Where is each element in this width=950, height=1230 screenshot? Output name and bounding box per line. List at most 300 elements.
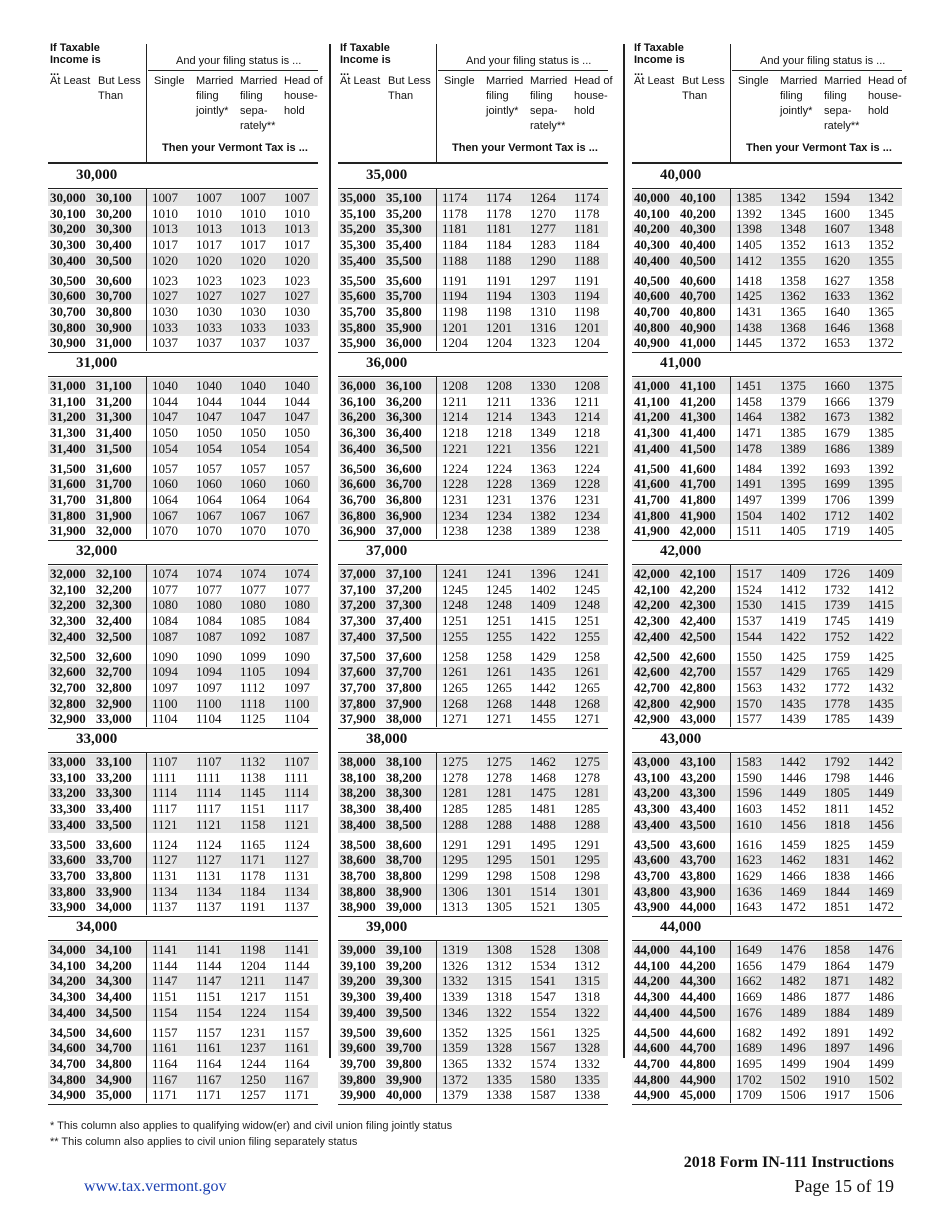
single-tax-cell: 1010 xyxy=(152,205,178,221)
married-separately-tax-cell: 1064 xyxy=(240,491,266,507)
at-least-cell: 38,900 xyxy=(340,899,376,915)
column-divider xyxy=(730,752,731,915)
head-of-household-tax-cell: 1167 xyxy=(284,1071,310,1087)
single-tax-cell: 1577 xyxy=(736,711,762,727)
but-less-than-cell: 32,700 xyxy=(96,664,132,680)
head-of-household-tax-cell: 1258 xyxy=(574,648,600,664)
married-jointly-tax-cell: 1208 xyxy=(486,378,512,393)
table-row xyxy=(48,1040,318,1056)
at-least-cell: 34,600 xyxy=(50,1040,86,1056)
at-least-cell: 35,200 xyxy=(340,221,376,237)
head-of-household-tax-cell: 1188 xyxy=(574,252,600,268)
table-row xyxy=(48,508,318,524)
but-less-than-cell: 37,800 xyxy=(386,679,422,695)
married-jointly-tax-cell: 1094 xyxy=(196,664,222,680)
but-less-than-cell: 41,500 xyxy=(680,440,716,456)
at-least-cell: 43,100 xyxy=(634,769,670,785)
table-row xyxy=(632,461,902,477)
married-separately-tax-cell: 1402 xyxy=(530,581,556,597)
table-row xyxy=(338,613,608,629)
table-row xyxy=(48,190,318,206)
head-of-household-tax-cell: 1295 xyxy=(574,852,600,868)
but-less-than-cell: 30,400 xyxy=(96,237,132,253)
head-of-household-tax-cell: 1345 xyxy=(868,205,894,221)
married-jointly-tax-cell: 1164 xyxy=(196,1055,222,1071)
but-less-than-cell: 40,800 xyxy=(680,303,716,319)
single-tax-cell: 1198 xyxy=(442,303,468,319)
head-of-household-tax-cell: 1241 xyxy=(574,566,600,581)
table-row xyxy=(632,206,902,222)
table-row xyxy=(338,711,608,727)
head-of-household-tax-cell: 1379 xyxy=(868,393,894,409)
married-separately-tax-cell: 1356 xyxy=(530,440,556,456)
table-row xyxy=(338,785,608,801)
single-tax-cell: 1445 xyxy=(736,335,762,351)
married-jointly-tax-cell: 1422 xyxy=(780,628,806,644)
but-less-than-cell: 44,400 xyxy=(680,989,716,1005)
but-less-than-cell: 36,900 xyxy=(386,507,422,523)
married-separately-tax-cell: 1838 xyxy=(824,867,850,883)
but-less-than-cell: 44,700 xyxy=(680,1040,716,1056)
married-jointly-tax-cell: 1268 xyxy=(486,695,512,711)
married-jointly-tax-cell: 1355 xyxy=(780,252,806,268)
married-jointly-tax-cell: 1218 xyxy=(486,425,512,441)
single-tax-cell: 1023 xyxy=(152,272,178,288)
single-tax-cell: 1154 xyxy=(152,1004,178,1020)
head-of-household-header: Head of house-hold xyxy=(868,75,907,117)
head-of-household-tax-cell: 1291 xyxy=(574,836,600,852)
column-divider xyxy=(730,564,731,727)
but-less-than-cell: 43,000 xyxy=(680,711,716,727)
table-row xyxy=(338,696,608,712)
at-least-cell: 38,700 xyxy=(340,867,376,883)
table-row xyxy=(48,237,318,253)
at-least-cell: 34,200 xyxy=(50,973,86,989)
married-separately-tax-cell: 1125 xyxy=(240,711,266,727)
single-tax-cell: 1669 xyxy=(736,989,762,1005)
head-of-household-tax-cell: 1338 xyxy=(574,1087,600,1103)
table-row xyxy=(632,582,902,598)
at-least-cell: 43,300 xyxy=(634,801,670,817)
at-least-cell: 38,000 xyxy=(340,754,376,769)
but-less-than-cell: 38,300 xyxy=(386,785,422,801)
married-separately-tax-cell: 1891 xyxy=(824,1024,850,1040)
married-jointly-tax-cell: 1368 xyxy=(780,319,806,335)
but-less-than-cell: 35,100 xyxy=(386,190,422,205)
married-separately-tax-cell: 1495 xyxy=(530,836,556,852)
table-row xyxy=(632,899,902,915)
group-title: 30,000 xyxy=(76,167,118,183)
at-least-cell: 39,500 xyxy=(340,1024,376,1040)
married-jointly-tax-cell: 1023 xyxy=(196,272,222,288)
at-least-cell: 42,200 xyxy=(634,597,670,613)
but-less-than-cell: 43,800 xyxy=(680,867,716,883)
married-jointly-tax-cell: 1211 xyxy=(486,393,512,409)
but-less-than-cell: 42,600 xyxy=(680,648,716,664)
married-separately-tax-cell: 1547 xyxy=(530,989,556,1005)
single-tax-cell: 1178 xyxy=(442,205,468,221)
single-tax-cell: 1616 xyxy=(736,836,762,852)
at-least-cell: 41,800 xyxy=(634,507,670,523)
married-jointly-tax-cell: 1121 xyxy=(196,816,222,832)
head-of-household-tax-cell: 1271 xyxy=(574,711,600,727)
married-jointly-tax-cell: 1312 xyxy=(486,957,512,973)
table-row xyxy=(48,597,318,613)
but-less-than-cell: 43,900 xyxy=(680,883,716,899)
table-row xyxy=(632,288,902,304)
head-of-household-tax-cell: 1506 xyxy=(868,1087,894,1103)
married-jointly-tax-cell: 1104 xyxy=(196,711,222,727)
head-of-household-tax-cell: 1114 xyxy=(284,785,310,801)
married-separately-tax-cell: 1057 xyxy=(240,460,266,476)
single-tax-cell: 1074 xyxy=(152,566,178,581)
but-less-than-cell: 32,200 xyxy=(96,581,132,597)
head-of-household-tax-cell: 1372 xyxy=(868,335,894,351)
table-row xyxy=(632,441,902,457)
married-separately-tax-cell: 1785 xyxy=(824,711,850,727)
married-separately-tax-cell: 1831 xyxy=(824,852,850,868)
married-separately-tax-cell: 1198 xyxy=(240,942,266,957)
at-least-cell: 42,000 xyxy=(634,566,670,581)
head-of-household-tax-cell: 1184 xyxy=(574,237,600,253)
single-tax-cell: 1689 xyxy=(736,1040,762,1056)
single-tax-cell: 1295 xyxy=(442,852,468,868)
married-jointly-tax-cell: 1010 xyxy=(196,205,222,221)
married-jointly-tax-cell: 1375 xyxy=(780,378,806,393)
married-separately-tax-cell: 1099 xyxy=(240,648,266,664)
married-separately-tax-cell: 1825 xyxy=(824,836,850,852)
but-less-than-cell: 40,700 xyxy=(680,288,716,304)
but-less-than-cell: 30,100 xyxy=(96,190,132,205)
head-of-household-tax-cell: 1409 xyxy=(868,566,894,581)
but-less-than-cell: 43,400 xyxy=(680,801,716,817)
but-less-than-cell: 43,200 xyxy=(680,769,716,785)
married-jointly-header: Married filing jointly* xyxy=(486,75,524,117)
head-of-household-tax-cell: 1198 xyxy=(574,303,600,319)
married-separately-tax-cell: 1574 xyxy=(530,1055,556,1071)
single-tax-cell: 1484 xyxy=(736,460,762,476)
married-separately-tax-cell: 1363 xyxy=(530,460,556,476)
married-separately-tax-cell: 1409 xyxy=(530,597,556,613)
head-of-household-tax-cell: 1432 xyxy=(868,679,894,695)
but-less-than-cell: 41,900 xyxy=(680,507,716,523)
married-separately-tax-cell: 1027 xyxy=(240,288,266,304)
table-row xyxy=(632,304,902,320)
head-of-household-tax-cell: 1422 xyxy=(868,628,894,644)
at-least-cell: 40,100 xyxy=(634,205,670,221)
married-separately-tax-cell: 1765 xyxy=(824,664,850,680)
head-of-household-tax-cell: 1020 xyxy=(284,252,310,268)
single-tax-cell: 1228 xyxy=(442,476,468,492)
head-of-household-tax-cell: 1281 xyxy=(574,785,600,801)
married-jointly-tax-cell: 1291 xyxy=(486,836,512,852)
but-less-than-cell: 34,000 xyxy=(96,899,132,915)
table-row xyxy=(338,304,608,320)
single-tax-cell: 1248 xyxy=(442,597,468,613)
but-less-than-cell: 40,000 xyxy=(386,1087,422,1103)
filing-status-header: And your filing status is ... xyxy=(466,55,592,67)
at-least-cell: 41,700 xyxy=(634,491,670,507)
but-less-than-cell: 34,600 xyxy=(96,1024,132,1040)
table-row xyxy=(632,566,902,582)
at-least-cell: 36,200 xyxy=(340,409,376,425)
single-tax-cell: 1181 xyxy=(442,221,468,237)
at-least-cell: 42,900 xyxy=(634,711,670,727)
but-less-than-cell: 38,900 xyxy=(386,883,422,899)
married-jointly-tax-cell: 1432 xyxy=(780,679,806,695)
table-row xyxy=(632,597,902,613)
married-jointly-tax-cell: 1087 xyxy=(196,628,222,644)
at-least-cell: 44,500 xyxy=(634,1024,670,1040)
married-jointly-tax-cell: 1141 xyxy=(196,942,222,957)
single-tax-cell: 1583 xyxy=(736,754,762,769)
married-jointly-tax-cell: 1358 xyxy=(780,272,806,288)
but-less-than-cell: 41,600 xyxy=(680,460,716,476)
at-least-cell: 42,600 xyxy=(634,664,670,680)
at-least-cell: 40,300 xyxy=(634,237,670,253)
head-of-household-tax-cell: 1104 xyxy=(284,711,310,727)
but-less-than-cell: 34,800 xyxy=(96,1055,132,1071)
head-of-household-tax-cell: 1201 xyxy=(574,319,600,335)
at-least-cell: 36,800 xyxy=(340,507,376,523)
married-separately-tax-cell: 1732 xyxy=(824,581,850,597)
married-jointly-tax-cell: 1506 xyxy=(780,1087,806,1103)
but-less-than-cell: 40,300 xyxy=(680,221,716,237)
head-of-household-tax-cell: 1312 xyxy=(574,957,600,973)
married-separately-tax-cell: 1151 xyxy=(240,801,266,817)
single-tax-cell: 1067 xyxy=(152,507,178,523)
table-row xyxy=(48,754,318,770)
single-tax-cell: 1275 xyxy=(442,754,468,769)
married-jointly-tax-cell: 1399 xyxy=(780,491,806,507)
group-top-rule xyxy=(338,752,608,753)
married-separately-tax-cell: 1851 xyxy=(824,899,850,915)
head-of-household-tax-cell: 1335 xyxy=(574,1071,600,1087)
single-tax-cell: 1077 xyxy=(152,581,178,597)
single-tax-cell: 1379 xyxy=(442,1087,468,1103)
married-separately-tax-cell: 1369 xyxy=(530,476,556,492)
head-of-household-tax-cell: 1502 xyxy=(868,1071,894,1087)
head-of-household-tax-cell: 1060 xyxy=(284,476,310,492)
married-separately-tax-cell: 1772 xyxy=(824,679,850,695)
married-jointly-tax-cell: 1466 xyxy=(780,867,806,883)
table-row xyxy=(632,221,902,237)
single-tax-cell: 1040 xyxy=(152,378,178,393)
married-jointly-tax-cell: 1258 xyxy=(486,648,512,664)
status-underline xyxy=(438,70,608,71)
married-separately-tax-cell: 1264 xyxy=(530,190,556,205)
married-jointly-tax-cell: 1439 xyxy=(780,711,806,727)
but-less-than-cell: 44,100 xyxy=(680,942,716,957)
table-row xyxy=(338,973,608,989)
head-of-household-tax-cell: 1261 xyxy=(574,664,600,680)
head-of-household-tax-cell: 1127 xyxy=(284,852,310,868)
single-tax-cell: 1224 xyxy=(442,460,468,476)
at-least-cell: 44,300 xyxy=(634,989,670,1005)
married-separately-tax-cell: 1877 xyxy=(824,989,850,1005)
table-row xyxy=(632,378,902,394)
single-tax-cell: 1497 xyxy=(736,491,762,507)
married-separately-tax-cell: 1739 xyxy=(824,597,850,613)
at-least-cell: 44,100 xyxy=(634,957,670,973)
but-less-than-cell: 36,000 xyxy=(386,335,422,351)
section-separator xyxy=(623,44,625,1058)
single-tax-cell: 1491 xyxy=(736,476,762,492)
head-of-household-tax-cell: 1017 xyxy=(284,237,310,253)
married-jointly-tax-cell: 1188 xyxy=(486,252,512,268)
table-row xyxy=(632,664,902,680)
head-of-household-tax-cell: 1472 xyxy=(868,899,894,915)
at-least-cell: 32,100 xyxy=(50,581,86,597)
but-less-than-cell: 31,200 xyxy=(96,393,132,409)
single-tax-cell: 1313 xyxy=(442,899,468,915)
but-less-than-cell: 37,700 xyxy=(386,664,422,680)
table-row xyxy=(632,989,902,1005)
but-less-than-cell: 31,100 xyxy=(96,378,132,393)
footnote-jointly: * This column also applies to qualifying widow(er) and civil union filing jointly status xyxy=(50,1120,453,1132)
single-tax-cell: 1245 xyxy=(442,581,468,597)
head-of-household-tax-cell: 1315 xyxy=(574,973,600,989)
at-least-cell: 34,300 xyxy=(50,989,86,1005)
at-least-cell: 41,500 xyxy=(634,460,670,476)
table-row xyxy=(632,409,902,425)
but-less-than-cell: 42,400 xyxy=(680,613,716,629)
single-tax-cell: 1478 xyxy=(736,440,762,456)
married-jointly-tax-cell: 1271 xyxy=(486,711,512,727)
married-jointly-tax-cell: 1395 xyxy=(780,476,806,492)
at-least-cell: 36,400 xyxy=(340,440,376,456)
head-of-household-tax-cell: 1278 xyxy=(574,769,600,785)
married-separately-tax-cell: 1171 xyxy=(240,852,266,868)
but-less-than-cell: 33,900 xyxy=(96,883,132,899)
married-separately-tax-cell: 1640 xyxy=(824,303,850,319)
married-separately-tax-cell: 1030 xyxy=(240,303,266,319)
but-less-than-cell: 31,000 xyxy=(96,335,132,351)
at-least-cell: 37,100 xyxy=(340,581,376,597)
married-separately-tax-cell: 1534 xyxy=(530,957,556,973)
married-separately-tax-cell: 1382 xyxy=(530,507,556,523)
table-row xyxy=(48,817,318,833)
married-separately-header: Married filing sepa-rately** xyxy=(240,75,278,132)
but-less-than-cell: 32,900 xyxy=(96,695,132,711)
married-jointly-tax-cell: 1154 xyxy=(196,1004,222,1020)
single-tax-cell: 1201 xyxy=(442,319,468,335)
head-of-household-tax-cell: 1144 xyxy=(284,957,310,973)
table-row xyxy=(338,649,608,665)
at-least-cell: 34,700 xyxy=(50,1055,86,1071)
single-tax-cell: 1629 xyxy=(736,867,762,883)
head-of-household-tax-cell: 1318 xyxy=(574,989,600,1005)
at-least-cell: 44,900 xyxy=(634,1087,670,1103)
single-tax-cell: 1117 xyxy=(152,801,178,817)
single-tax-cell: 1157 xyxy=(152,1024,178,1040)
single-tax-cell: 1392 xyxy=(736,205,762,221)
single-tax-cell: 1054 xyxy=(152,440,178,456)
married-jointly-tax-cell: 1251 xyxy=(486,613,512,629)
at-least-cell: 44,700 xyxy=(634,1055,670,1071)
married-jointly-tax-cell: 1476 xyxy=(780,942,806,957)
head-of-household-tax-cell: 1362 xyxy=(868,288,894,304)
table-row xyxy=(48,1072,318,1088)
single-tax-cell: 1603 xyxy=(736,801,762,817)
at-least-cell: 41,200 xyxy=(634,409,670,425)
head-of-household-tax-cell: 1265 xyxy=(574,679,600,695)
head-of-household-tax-cell: 1328 xyxy=(574,1040,600,1056)
married-separately-tax-cell: 1145 xyxy=(240,785,266,801)
but-less-than-cell: 41,000 xyxy=(680,335,716,351)
head-of-household-tax-cell: 1456 xyxy=(868,816,894,832)
at-least-cell: 34,400 xyxy=(50,1004,86,1020)
at-least-cell: 42,800 xyxy=(634,695,670,711)
at-least-cell: 32,800 xyxy=(50,695,86,711)
group-title: 41,000 xyxy=(660,355,702,371)
page-number: Page 15 of 19 xyxy=(794,1176,894,1196)
married-jointly-tax-cell: 1084 xyxy=(196,613,222,629)
but-less-than-cell: 44,500 xyxy=(680,1004,716,1020)
married-separately-tax-cell: 1864 xyxy=(824,957,850,973)
married-separately-tax-cell: 1237 xyxy=(240,1040,266,1056)
married-separately-tax-cell: 1077 xyxy=(240,581,266,597)
at-least-cell: 34,800 xyxy=(50,1071,86,1087)
but-less-than-cell: 40,600 xyxy=(680,272,716,288)
group-title: 43,000 xyxy=(660,731,702,747)
group-bottom-rule xyxy=(48,352,318,353)
single-tax-cell: 1662 xyxy=(736,973,762,989)
single-tax-cell: 1398 xyxy=(736,221,762,237)
column-divider xyxy=(436,376,437,539)
group-top-rule xyxy=(48,564,318,565)
at-least-cell: 31,000 xyxy=(50,378,86,393)
married-separately-tax-cell: 1070 xyxy=(240,523,266,539)
married-separately-tax-cell: 1521 xyxy=(530,899,556,915)
but-less-than-cell: 41,700 xyxy=(680,476,716,492)
group-bottom-rule xyxy=(338,540,608,541)
married-jointly-tax-cell: 1144 xyxy=(196,957,222,973)
table-row xyxy=(338,1056,608,1072)
married-jointly-tax-cell: 1305 xyxy=(486,899,512,915)
head-of-household-tax-cell: 1382 xyxy=(868,409,894,425)
married-separately-tax-cell: 1693 xyxy=(824,460,850,476)
at-least-cell: 39,400 xyxy=(340,1004,376,1020)
married-separately-tax-cell: 1666 xyxy=(824,393,850,409)
head-of-household-tax-cell: 1245 xyxy=(574,581,600,597)
but-less-than-cell: 36,100 xyxy=(386,378,422,393)
website-link[interactable]: www.tax.vermont.gov xyxy=(84,1178,227,1195)
married-jointly-tax-cell: 1315 xyxy=(486,973,512,989)
but-less-than-cell: 33,700 xyxy=(96,852,132,868)
married-separately-tax-cell: 1376 xyxy=(530,491,556,507)
at-least-cell: 30,000 xyxy=(50,190,86,205)
head-of-household-tax-cell: 1298 xyxy=(574,867,600,883)
married-jointly-tax-cell: 1228 xyxy=(486,476,512,492)
header-rule xyxy=(48,162,318,164)
head-of-household-tax-cell: 1040 xyxy=(284,378,310,393)
but-less-than-cell: 31,300 xyxy=(96,409,132,425)
table-row xyxy=(338,523,608,539)
head-of-household-tax-cell: 1181 xyxy=(574,221,600,237)
at-least-header: At Least xyxy=(50,75,91,87)
head-of-household-tax-cell: 1489 xyxy=(868,1004,894,1020)
at-least-cell: 33,400 xyxy=(50,816,86,832)
but-less-than-cell: 39,500 xyxy=(386,1004,422,1020)
married-jointly-tax-cell: 1345 xyxy=(780,205,806,221)
at-least-cell: 39,000 xyxy=(340,942,376,957)
married-jointly-tax-cell: 1017 xyxy=(196,237,222,253)
married-jointly-tax-cell: 1214 xyxy=(486,409,512,425)
married-separately-tax-cell: 1805 xyxy=(824,785,850,801)
married-separately-tax-cell: 1047 xyxy=(240,409,266,425)
married-separately-tax-cell: 1884 xyxy=(824,1004,850,1020)
